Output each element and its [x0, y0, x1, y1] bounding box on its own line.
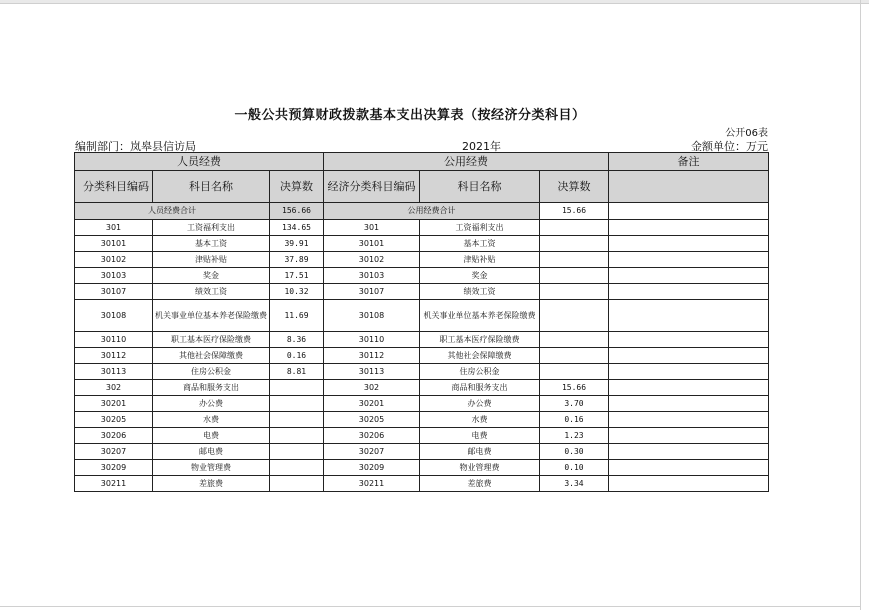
remark-blank-header [609, 171, 769, 203]
personnel-code-cell: 30101 [75, 236, 153, 252]
public-code-cell: 302 [324, 380, 420, 396]
public-name-cell: 绩效工资 [420, 284, 540, 300]
public-amount-cell: 0.10 [540, 460, 609, 476]
public-amount-cell: 3.34 [540, 476, 609, 492]
report-year: 2021年 [462, 140, 501, 153]
public-name-cell: 办公费 [420, 396, 540, 412]
public-amount-cell [540, 300, 609, 332]
personnel-amount-cell [270, 444, 324, 460]
personnel-name-cell: 差旅费 [153, 476, 270, 492]
public-name-header: 科目名称 [420, 171, 540, 203]
personnel-name-cell: 津贴补贴 [153, 252, 270, 268]
public-name-cell: 其他社会保障缴费 [420, 348, 540, 364]
personnel-code-cell: 30110 [75, 332, 153, 348]
public-code-cell: 301 [324, 220, 420, 236]
personnel-code-cell: 30112 [75, 348, 153, 364]
public-name-cell: 电费 [420, 428, 540, 444]
personnel-amount-cell: 0.16 [270, 348, 324, 364]
remark-cell [609, 252, 769, 268]
personnel-code-cell: 30108 [75, 300, 153, 332]
public-name-cell: 邮电费 [420, 444, 540, 460]
remark-cell [609, 476, 769, 492]
personnel-code-cell: 30103 [75, 268, 153, 284]
table-row [75, 348, 769, 364]
table-row [75, 332, 769, 348]
public-amount-cell [540, 220, 609, 236]
personnel-total-label: 人员经费合计 [75, 203, 270, 220]
personnel-name-cell: 水费 [153, 412, 270, 428]
public-amount-cell: 0.16 [540, 412, 609, 428]
remark-cell [609, 236, 769, 252]
public-code-cell: 30209 [324, 460, 420, 476]
public-code-cell: 30101 [324, 236, 420, 252]
table-row [75, 396, 769, 412]
personnel-name-cell: 住房公积金 [153, 364, 270, 380]
public-code-cell: 30206 [324, 428, 420, 444]
public-amount-cell [540, 364, 609, 380]
personnel-code-cell: 301 [75, 220, 153, 236]
table-row [75, 252, 769, 268]
personnel-code-cell: 30206 [75, 428, 153, 444]
public-amount-cell [540, 332, 609, 348]
personnel-name-cell: 其他社会保障缴费 [153, 348, 270, 364]
public-name-cell: 职工基本医疗保险缴费 [420, 332, 540, 348]
personnel-code-cell: 30207 [75, 444, 153, 460]
remark-cell [609, 348, 769, 364]
personnel-amount-cell [270, 460, 324, 476]
remark-cell [609, 268, 769, 284]
personnel-name-cell: 职工基本医疗保险缴费 [153, 332, 270, 348]
remark-cell [609, 460, 769, 476]
page-bottom-edge [0, 606, 860, 607]
public-header: 公用经费 [324, 153, 609, 171]
public-amount-cell: 0.30 [540, 444, 609, 460]
public-name-cell: 商品和服务支出 [420, 380, 540, 396]
personnel-code-cell: 30211 [75, 476, 153, 492]
report-title: 一般公共预算财政拨款基本支出决算表（按经济分类科目） [234, 108, 586, 123]
personnel-amount-cell [270, 396, 324, 412]
public-code-header: 经济分类科目编码 [324, 171, 420, 203]
remark-cell [609, 300, 769, 332]
personnel-name-cell: 办公费 [153, 396, 270, 412]
public-name-cell: 津贴补贴 [420, 252, 540, 268]
personnel-name-cell: 工资福利支出 [153, 220, 270, 236]
personnel-amount-cell: 17.51 [270, 268, 324, 284]
personnel-name-cell: 奖金 [153, 268, 270, 284]
public-code-cell: 30207 [324, 444, 420, 460]
remark-cell [609, 284, 769, 300]
public-code-cell: 30108 [324, 300, 420, 332]
personnel-code-cell: 30107 [75, 284, 153, 300]
public-amount-cell: 3.70 [540, 396, 609, 412]
public-amount-cell [540, 284, 609, 300]
personnel-name-cell: 绩效工资 [153, 284, 270, 300]
personnel-name-cell: 物业管理费 [153, 460, 270, 476]
remark-cell [609, 332, 769, 348]
personnel-code-header: 分类科目编码 [75, 171, 153, 203]
public-total-label: 公用经费合计 [324, 203, 540, 220]
table-number: 公开06表 [725, 128, 768, 139]
public-code-cell: 30110 [324, 332, 420, 348]
public-amount-cell [540, 252, 609, 268]
table-row [75, 300, 769, 332]
personnel-amount-cell: 10.32 [270, 284, 324, 300]
personnel-code-cell: 30209 [75, 460, 153, 476]
public-code-cell: 30107 [324, 284, 420, 300]
personnel-name-cell: 商品和服务支出 [153, 380, 270, 396]
personnel-amount-cell: 37.89 [270, 252, 324, 268]
personnel-amount-cell [270, 476, 324, 492]
remark-cell [609, 412, 769, 428]
personnel-name-header: 科目名称 [153, 171, 270, 203]
public-amount-cell [540, 348, 609, 364]
personnel-code-cell: 30113 [75, 364, 153, 380]
remark-cell [609, 396, 769, 412]
public-code-cell: 30211 [324, 476, 420, 492]
table-row [75, 460, 769, 476]
personnel-amount-cell: 8.81 [270, 364, 324, 380]
table-row [75, 380, 769, 396]
public-code-cell: 30113 [324, 364, 420, 380]
remark-cell [609, 380, 769, 396]
remark-cell [609, 444, 769, 460]
compiling-department: 编制部门：岚皋县信访局 [75, 140, 196, 153]
table-row [75, 444, 769, 460]
remark-header: 备注 [609, 153, 769, 171]
expenditure-table [74, 152, 769, 492]
public-name-cell: 基本工资 [420, 236, 540, 252]
public-code-cell: 30205 [324, 412, 420, 428]
table-row [75, 220, 769, 236]
amount-unit: 金额单位：万元 [691, 140, 768, 153]
remark-cell [609, 364, 769, 380]
public-name-cell: 工资福利支出 [420, 220, 540, 236]
personnel-amount-cell: 39.91 [270, 236, 324, 252]
public-code-cell: 30112 [324, 348, 420, 364]
table-row [75, 476, 769, 492]
personnel-amount-cell [270, 428, 324, 444]
personnel-name-cell: 机关事业单位基本养老保险缴费 [153, 300, 270, 332]
public-code-cell: 30201 [324, 396, 420, 412]
public-name-cell: 物业管理费 [420, 460, 540, 476]
personnel-amount-header: 决算数 [270, 171, 324, 203]
public-code-cell: 30103 [324, 268, 420, 284]
personnel-code-cell: 30205 [75, 412, 153, 428]
personnel-header: 人员经费 [75, 153, 324, 171]
remark-cell [609, 428, 769, 444]
public-name-cell: 水费 [420, 412, 540, 428]
table-row [75, 428, 769, 444]
public-amount-cell [540, 236, 609, 252]
public-amount-cell: 15.66 [540, 380, 609, 396]
personnel-amount-cell [270, 380, 324, 396]
personnel-amount-cell: 8.36 [270, 332, 324, 348]
personnel-amount-cell [270, 412, 324, 428]
personnel-amount-cell: 134.65 [270, 220, 324, 236]
personnel-name-cell: 邮电费 [153, 444, 270, 460]
public-code-cell: 30102 [324, 252, 420, 268]
table-row [75, 364, 769, 380]
page-right-edge [860, 0, 861, 610]
personnel-code-cell: 30201 [75, 396, 153, 412]
page-top-edge [0, 0, 869, 4]
table-row [75, 236, 769, 252]
public-name-cell: 机关事业单位基本养老保险缴费 [420, 300, 540, 332]
public-name-cell: 奖金 [420, 268, 540, 284]
personnel-code-cell: 302 [75, 380, 153, 396]
public-total-value: 15.66 [540, 203, 609, 220]
personnel-total-value: 156.66 [270, 203, 324, 220]
public-amount-cell: 1.23 [540, 428, 609, 444]
remark-cell [609, 203, 769, 220]
remark-cell [609, 220, 769, 236]
personnel-amount-cell: 11.69 [270, 300, 324, 332]
public-name-cell: 住房公积金 [420, 364, 540, 380]
table-row [75, 412, 769, 428]
table-row [75, 284, 769, 300]
public-name-cell: 差旅费 [420, 476, 540, 492]
table-row [75, 268, 769, 284]
public-amount-header: 决算数 [540, 171, 609, 203]
personnel-name-cell: 电费 [153, 428, 270, 444]
public-amount-cell [540, 268, 609, 284]
personnel-name-cell: 基本工资 [153, 236, 270, 252]
personnel-code-cell: 30102 [75, 252, 153, 268]
